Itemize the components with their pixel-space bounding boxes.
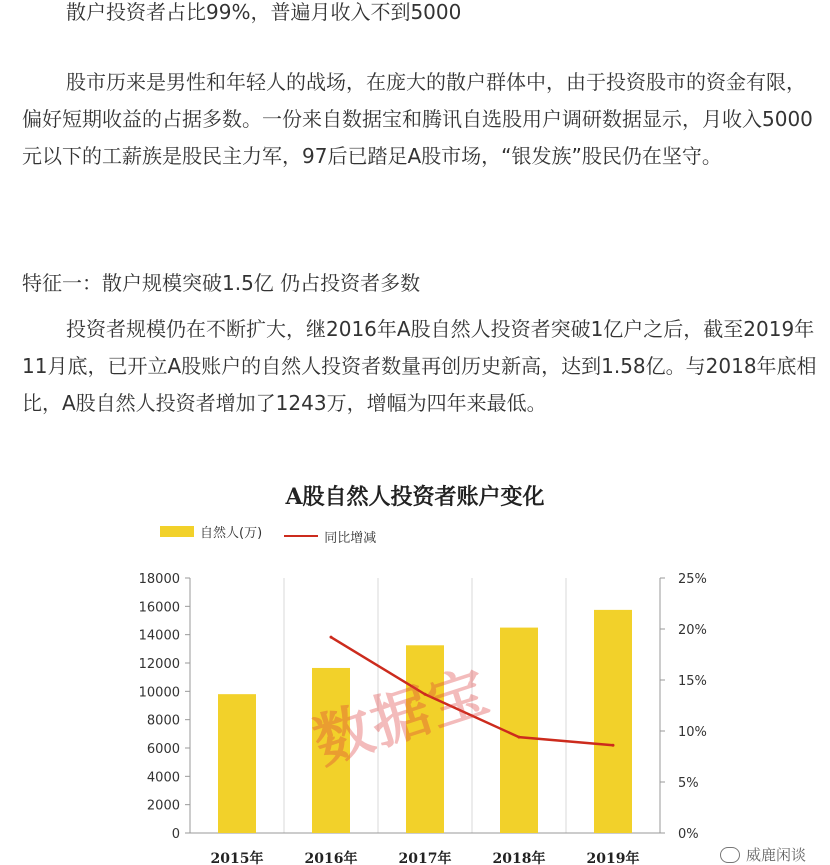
x-tick-label: 2015年 <box>210 851 264 865</box>
article-line-top: 散户投资者占比99%，普遍月收入不到5000 <box>66 0 462 24</box>
y-left-tick-label: 10000 <box>138 685 180 701</box>
y-left-tick-label: 0 <box>171 827 180 842</box>
chart-legend <box>160 522 394 546</box>
x-tick-label: 2019年 <box>586 851 640 865</box>
y-left-tick-label: 18000 <box>138 572 180 587</box>
y-right-tick-label: 0% <box>678 827 699 842</box>
wechat-icon <box>720 847 740 863</box>
legend-bar-label: 自然人(万) <box>200 526 263 541</box>
bar-2019年 <box>594 610 632 833</box>
section-heading: 特征一：散户规模突破1.5亿 仍占投资者多数 <box>22 271 421 295</box>
legend-item-line <box>284 527 376 546</box>
legend-line-label: 同比增减 <box>324 530 377 546</box>
article-paragraph-1: 股市历来是男性和年轻人的战场，在庞大的散户群体中，由于投资股市的资金有限，偏好短期收益的占据多数。一份来自数据宝和腾讯自选股用户调研数据显示，月收入5000元以下的工薪族是股民主力军，97后已踏足A股市场，“银发族”股民仍在坚守。 <box>22 70 813 168</box>
line-point-2018年 <box>518 736 521 739</box>
x-tick-label: 2017年 <box>398 851 452 865</box>
y-right-tick-label: 20% <box>678 623 707 638</box>
y-left-tick-label: 4000 <box>146 770 180 786</box>
y-left-tick-label: 16000 <box>138 600 180 616</box>
chart-title: A股自然人投资者账户变化 <box>285 484 545 510</box>
legend-item-bar <box>160 522 262 541</box>
legend-line-swatch <box>284 535 318 537</box>
y-left-tick-label: 2000 <box>146 798 180 814</box>
y-left-tick-label: 14000 <box>138 628 180 644</box>
line-point-2016年 <box>330 636 333 639</box>
logo-text: 威鹿闲谈 <box>745 846 806 864</box>
y-right-tick-label: 15% <box>678 674 707 689</box>
y-left-tick-label: 8000 <box>146 713 180 729</box>
watermark: 数据宝 <box>305 656 498 777</box>
line-point-2019年 <box>612 744 615 747</box>
y-right-tick-label: 10% <box>678 725 707 740</box>
x-tick-label: 2016年 <box>304 851 358 865</box>
y-left-tick-label: 12000 <box>138 657 180 672</box>
x-tick-label: 2018年 <box>492 851 546 865</box>
bar-2015年 <box>218 694 256 833</box>
y-right-tick-label: 5% <box>678 776 699 791</box>
article-paragraph-2: 投资者规模仍在不断扩大，继2016年A股自然人投资者突破1亿户之后，截至2019年11月底，已开立A股账户的自然人投资者数量再创历史新高，达到1.58亿。与2018年底相比，A股自然人投资者增加了1243万，增幅为四年来最低。 <box>22 317 817 415</box>
chart <box>0 470 830 865</box>
y-left-tick-label: 6000 <box>146 742 180 757</box>
y-right-tick-label: 25% <box>678 572 707 587</box>
account-logo <box>716 844 810 865</box>
legend-bar-swatch <box>160 526 194 537</box>
